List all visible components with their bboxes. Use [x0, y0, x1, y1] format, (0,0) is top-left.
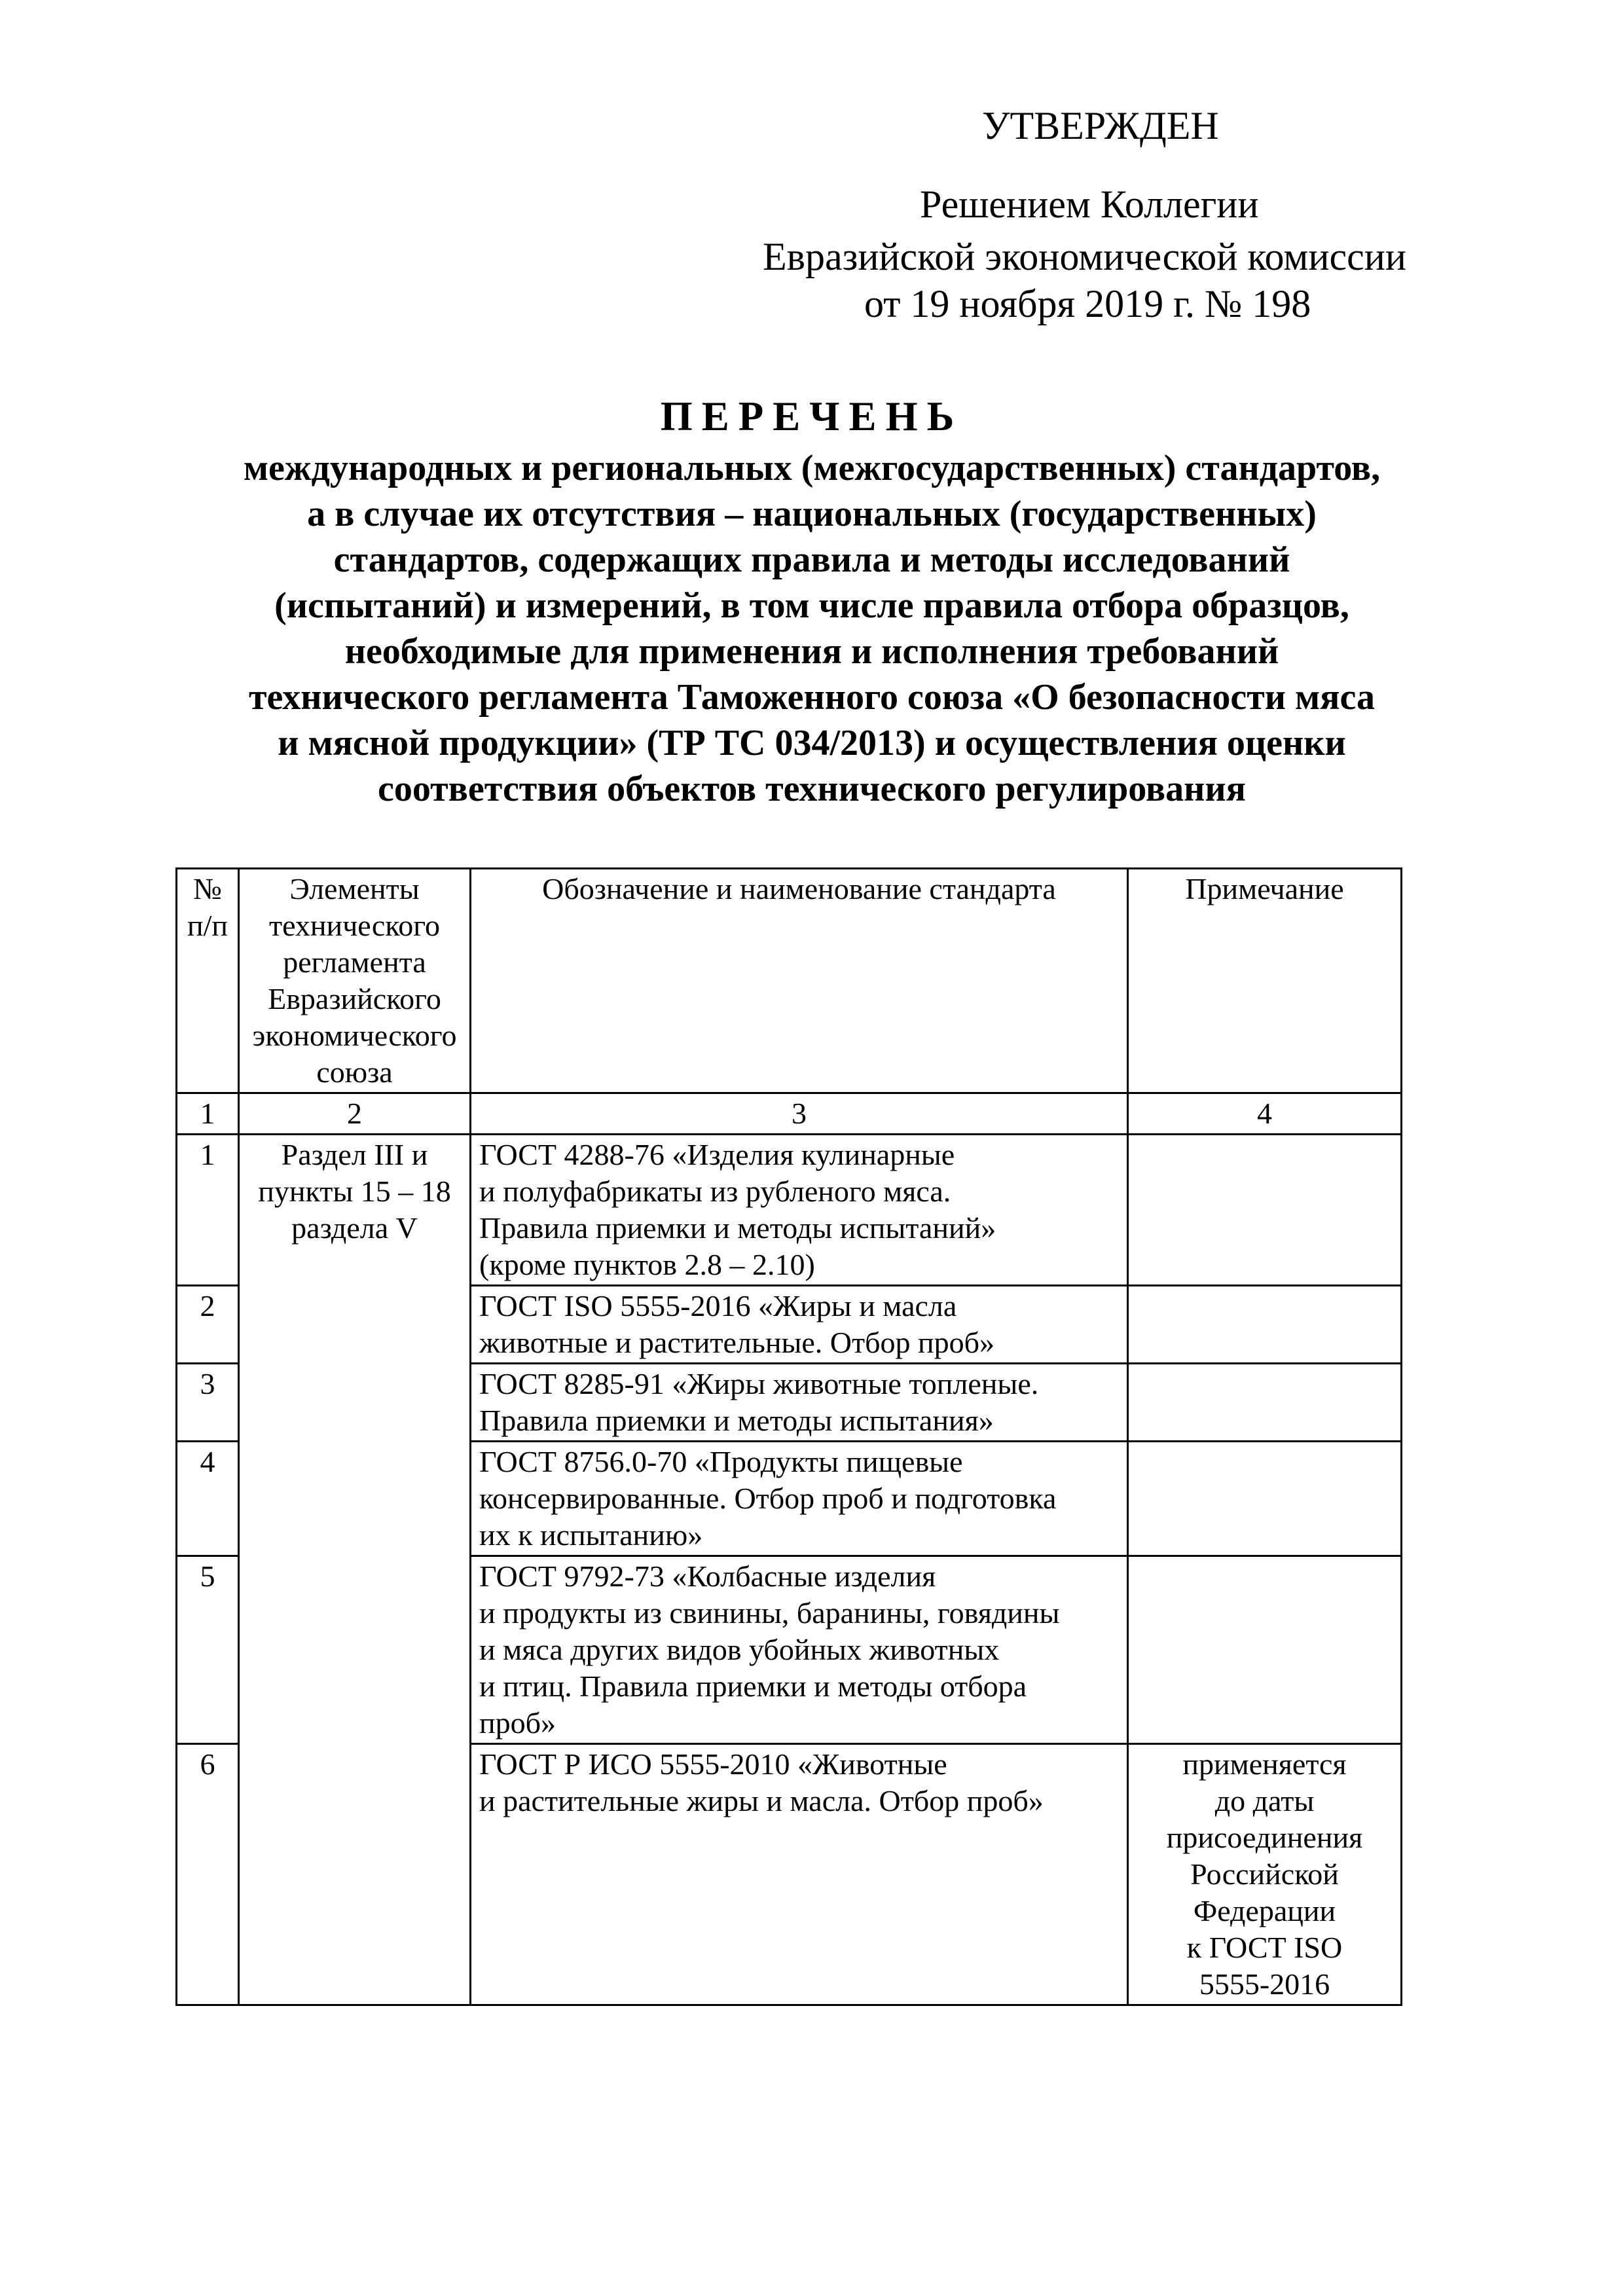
column-number: 3 — [471, 1093, 1128, 1135]
table-header-row — [177, 869, 1402, 1093]
column-number: 4 — [1128, 1093, 1402, 1135]
header-elements: Элементы технического регламента Евразийского экономического союза — [239, 869, 471, 1093]
standards-table — [175, 867, 1402, 2006]
table-row — [177, 1135, 1402, 1286]
note-cell: применяется до даты присоединения Российской Федерации к ГОСТ ISO 5555-2016 — [1128, 1744, 1402, 2005]
standard-cell: ГОСТ 8756.0-70 «Продукты пищевые консервированные. Отбор проб и подготовка их к испытанию» — [471, 1442, 1128, 1556]
standard-cell: ГОСТ 8285-91 «Жиры животные топленые. Правила приемки и методы испытания» — [471, 1364, 1128, 1442]
note-cell — [1128, 1442, 1402, 1556]
standard-cell: ГОСТ ISO 5555-2016 «Жиры и масла животные и растительные. Отбор проб» — [471, 1286, 1128, 1364]
note-cell — [1128, 1364, 1402, 1442]
subtitle-line: (испытаний) и измерений, в том числе правила отбора образцов, — [274, 585, 1349, 626]
row-num: 5 — [177, 1556, 239, 1744]
row-num: 2 — [177, 1286, 239, 1364]
decision-line-1: Решением Коллегии — [920, 183, 1259, 226]
row-num: 3 — [177, 1364, 239, 1442]
column-number: 1 — [177, 1093, 239, 1135]
elements-cell: Раздел III и пункты 15 – 18 раздела V — [239, 1135, 471, 2005]
standard-cell: ГОСТ 4288-76 «Изделия кулинарные и полуфабрикаты из рубленого мяса. Правила приемки и методы испытаний» (кроме пунктов 2.8 – 2.10) — [471, 1135, 1128, 1286]
header-note: Примечание — [1128, 869, 1402, 1093]
standard-cell: ГОСТ 9792-73 «Колбасные изделия и продукты из свинины, баранины, говядины и мяса других видов убойных животных и птиц. Правила приемки и методы отбора проб» — [471, 1556, 1128, 1744]
subtitle-line: технического регламента Таможенного союза «О безопасности мяса — [248, 677, 1376, 718]
subtitle-line: соответствия объектов технического регулирования — [378, 769, 1246, 809]
standard-cell: ГОСТ Р ИСО 5555-2010 «Животные и растительные жиры и масла. Отбор проб» — [471, 1744, 1128, 2005]
row-num: 4 — [177, 1442, 239, 1556]
subtitle-line: и мясной продукции» (ТР ТС 034/2013) и осуществления оценки — [278, 723, 1346, 763]
document-title: ПЕРЕЧЕНЬ — [660, 393, 964, 439]
subtitle-line: необходимые для применения и исполнения требований — [344, 631, 1279, 672]
subtitle-line: международных и региональных (межгосударственных) стандартов, — [243, 448, 1381, 488]
row-num: 6 — [177, 1744, 239, 2005]
subtitle-line: стандартов, содержащих правила и методы исследований — [333, 539, 1290, 580]
column-number: 2 — [239, 1093, 471, 1135]
row-num: 1 — [177, 1135, 239, 1286]
decision-line-2: Евразийской экономической комиссии — [763, 235, 1406, 278]
header-standard: Обозначение и наименование стандарта — [471, 869, 1128, 1093]
note-cell — [1128, 1135, 1402, 1286]
note-cell — [1128, 1286, 1402, 1364]
decision-line-3: от 19 ноября 2019 г. № 198 — [864, 282, 1311, 325]
column-numbers-row — [177, 1093, 1402, 1135]
header-num: № п/п — [177, 869, 239, 1093]
subtitle-line: а в случае их отсутствия – национальных (государственных) — [307, 494, 1317, 534]
note-cell — [1128, 1556, 1402, 1744]
document-subtitle — [131, 445, 1493, 812]
approved-label: УТВЕРЖДЕН — [982, 104, 1219, 147]
